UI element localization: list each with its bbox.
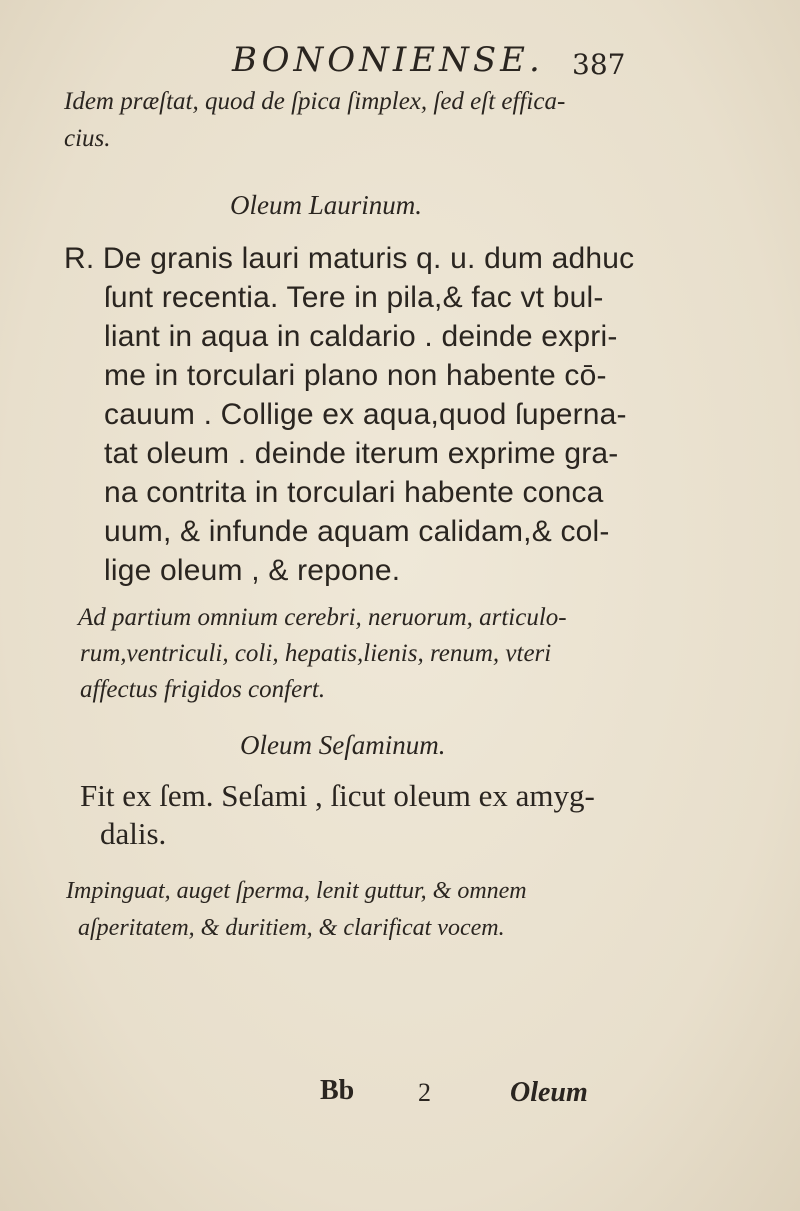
section-heading-laurinum: Oleum Laurinum. [230, 190, 423, 220]
recipe-line: cauum . Collige ex aqua,quod ſuperna- [104, 398, 627, 431]
recipe-line: ſunt recentia. Tere in pila,& fac vt bul- [104, 281, 604, 314]
intro-line: Idem præſtat, quod de ſpica ſimplex, ſed eſt effica- [64, 88, 566, 115]
recipe-line: uum, & infunde aquam calidam,& col- [104, 515, 610, 548]
use-line: rum,ventriculi, coli, hepatis,lienis, renum, vteri [80, 640, 552, 667]
page-number: 387 [572, 48, 626, 81]
use-line: Ad partium omnium cerebri, neruorum, articulo- [78, 604, 567, 631]
recipe-line: na contrita in torculari habente conca [104, 476, 604, 509]
recipe-line: me in torculari plano non habente cō- [104, 359, 607, 392]
recipe-line: lige oleum , & repone. [104, 554, 401, 587]
section-heading-sesaminum: Oleum Seſaminum. [240, 730, 446, 760]
recipe-line: Fit ex ſem. Seſami , ſicut oleum ex amyg- [80, 778, 595, 813]
recipe-line: R. De granis lauri maturis q. u. dum adhuc [64, 242, 635, 275]
recipe-line: tat oleum . deinde iterum exprime gra- [104, 437, 619, 470]
use-line: Impinguat, auget ſperma, lenit guttur, & omnem [66, 878, 527, 904]
signature-number: 2 [418, 1078, 431, 1107]
signature-mark: Bb [320, 1075, 355, 1106]
recipe-line: dalis. [100, 816, 167, 851]
use-line: affectus frigidos confert. [80, 676, 326, 703]
intro-line: cius. [64, 125, 111, 152]
catchword: Oleum [510, 1077, 588, 1108]
use-line: aſperitatem, & duritiem, & clarificat vocem. [78, 915, 505, 941]
recipe-line: liant in aqua in caldario . deinde expri- [104, 320, 618, 353]
running-title: BONONIENSE. [232, 40, 544, 80]
